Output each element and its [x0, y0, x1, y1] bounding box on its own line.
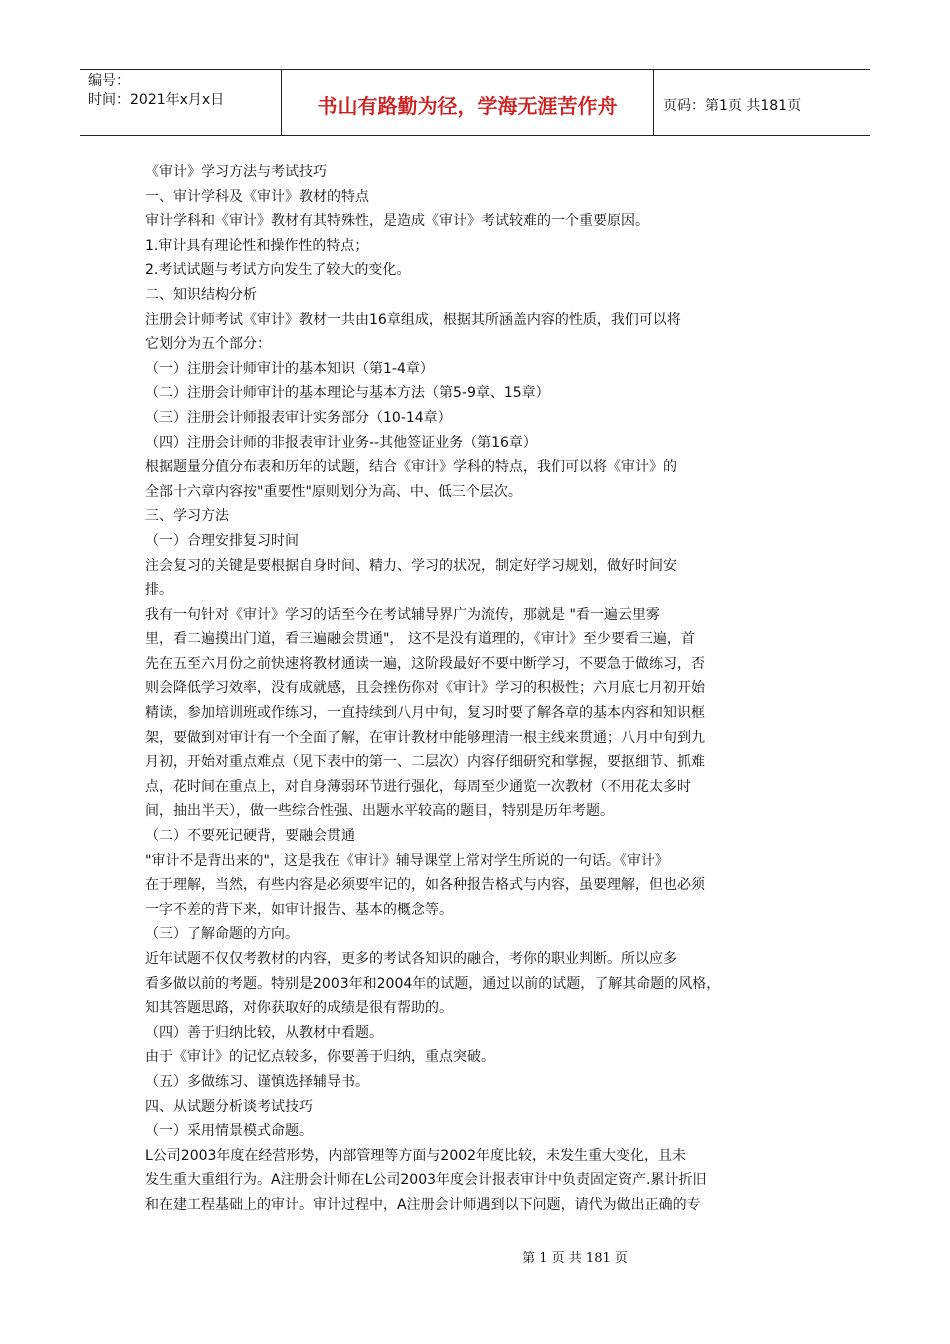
body-text-line: 《审计》学习方法与考试技巧: [145, 164, 327, 180]
body-text-line: （四）注册会计师的非报表审计业务--其他签证业务（第16章）: [145, 434, 537, 451]
body-text-line: 我有一句针对《审计》学习的话至今在考试辅导界广为流传，那就是 "看一遍云里雾: [145, 606, 660, 623]
body-text-line: 架，要做到对审计有一个全面了解，在审计教材中能够理清一根主线来贯通；八月中旬到九: [145, 729, 705, 746]
page-footer: 第 1 页 共 181 页: [522, 1251, 628, 1266]
body-text-line: 里，看二遍摸出门道，看三遍融会贯通"， 这不是没有道理的，《审计》至少要看三遍，首: [145, 631, 695, 648]
body-text-line: 根据题量分值分布表和历年的试题，结合《审计》学科的特点，我们可以将《审计》的: [145, 459, 677, 476]
body-text-line: 由于《审计》的记忆点较多，你要善于归纳，重点突破。: [145, 1049, 495, 1066]
header-left-cell: [80, 70, 282, 135]
body-text-line: （一）注册会计师审计的基本知识（第1-4章）: [145, 360, 434, 377]
body-text-line: 点，花时间在重点上，对自身薄弱环节进行强化，每周至少通览一次教材（不用花太多时: [145, 778, 691, 795]
body-text-line: 它划分为五个部分：: [145, 336, 271, 353]
document-body: [145, 160, 825, 1218]
body-text-line: （一）合理安排复习时间: [145, 532, 299, 549]
body-text-line: 一、审计学科及《审计》教材的特点: [145, 188, 369, 205]
body-text-line: 月初，开始对重点难点（见下表中的第一、二层次）内容仔细研究和掌握，要抠细节、抓难: [145, 754, 705, 771]
body-text-line: 发生重大重组行为。A注册会计师在L公司2003年度会计报表审计中负责固定资产.累计折旧: [145, 1172, 707, 1189]
body-text-line: 知其答题思路，对你获取好的成绩是很有帮助的。: [145, 1000, 453, 1017]
body-text-line: 精读，参加培训班或作练习，一直持续到八月中旬，复习时要了解各章的基本内容和知识框: [145, 705, 705, 722]
body-text-line: 注会复习的关键是要根据自身时间、精力、学习的状况，制定好学习规划，做好时间安: [145, 557, 677, 574]
body-text-line: L公司2003年度在经营形势，内部管理等方面与2002年度比较，未发生重大变化，且未: [145, 1147, 687, 1164]
page-header: [80, 69, 870, 136]
body-text-line: （五）多做练习、谨慎选择辅导书。: [145, 1073, 369, 1090]
body-text-line: 2.考试试题与考试方向发生了较大的变化。: [145, 262, 411, 279]
header-page-info: 页码：第1页 共181页: [663, 97, 802, 114]
body-text-line: （三）了解命题的方向。: [145, 926, 299, 943]
body-text-line: 审计学科和《审计》教材有其特殊性，是造成《审计》考试较难的一个重要原因。: [145, 213, 649, 230]
body-text-line: 排。: [145, 582, 173, 599]
body-text-line: 则会降低学习效率，没有成就感，且会挫伤你对《审计》学习的积极性；六月底七月初开始: [145, 680, 705, 697]
body-text-line: 和在建工程基础上的审计。审计过程中，A注册会计师遇到以下问题，请代为做出正确的专: [145, 1196, 701, 1213]
header-motto: 书山有路勤为径，学海无涯苦作舟: [282, 70, 654, 135]
body-text-line: 先在五至六月份之前快速将教材通读一遍，这阶段最好不要中断学习，不要急于做练习，否: [145, 655, 705, 672]
body-text-line: （二）注册会计师审计的基本理论与基本方法（第5-9章、15章）: [145, 385, 550, 402]
body-text-line: 看多做以前的考题。特别是2003年和2004年的试题，通过以前的试题，了解其命题的风格，: [145, 975, 721, 992]
body-text-line: 四、从试题分析谈考试技巧: [145, 1098, 313, 1115]
body-text-line: （一）采用情景模式命题。: [145, 1123, 313, 1140]
body-text-line: 三、学习方法: [145, 508, 229, 525]
body-text-line: （三）注册会计师报表审计实务部分（10-14章）: [145, 409, 452, 426]
body-text-line: （二）不要死记硬背，要融会贯通: [145, 828, 355, 845]
body-text-line: 间，抽出半天），做一些综合性强、出题水平较高的题目，特别是历年考题。: [145, 803, 614, 820]
body-text-line: 全部十六章内容按"重要性"原则划分为高、中、低三个层次。: [145, 483, 522, 500]
body-text-line: 1.审计具有理论性和操作性的特点；: [145, 237, 369, 254]
body-text-line: 一字不差的背下来，如审计报告、基本的概念等。: [145, 901, 453, 918]
body-text-line: （四）善于归纳比较，从教材中看题。: [145, 1024, 383, 1041]
body-text-line: 注册会计师考试《审计》教材一共由16章组成，根据其所涵盖内容的性质，我们可以将: [145, 311, 681, 328]
body-text-line: 近年试题不仅仅考教材的内容，更多的考试各知识的融合，考你的职业判断。所以应多: [145, 951, 677, 967]
body-text-line: 在于理解，当然，有些内容是必须要牢记的，如各种报告格式与内容，虽要理解，但也必须: [145, 877, 705, 894]
document-number-label: 编号：: [88, 73, 130, 89]
body-text-line: "审计不是背出来的"，这是我在《审计》辅导课堂上常对学生所说的一句话。《审计》: [145, 852, 669, 869]
document-date-label: 时间：2021年x月x日: [88, 92, 225, 108]
body-text-line: 二、知识结构分析: [145, 286, 257, 303]
